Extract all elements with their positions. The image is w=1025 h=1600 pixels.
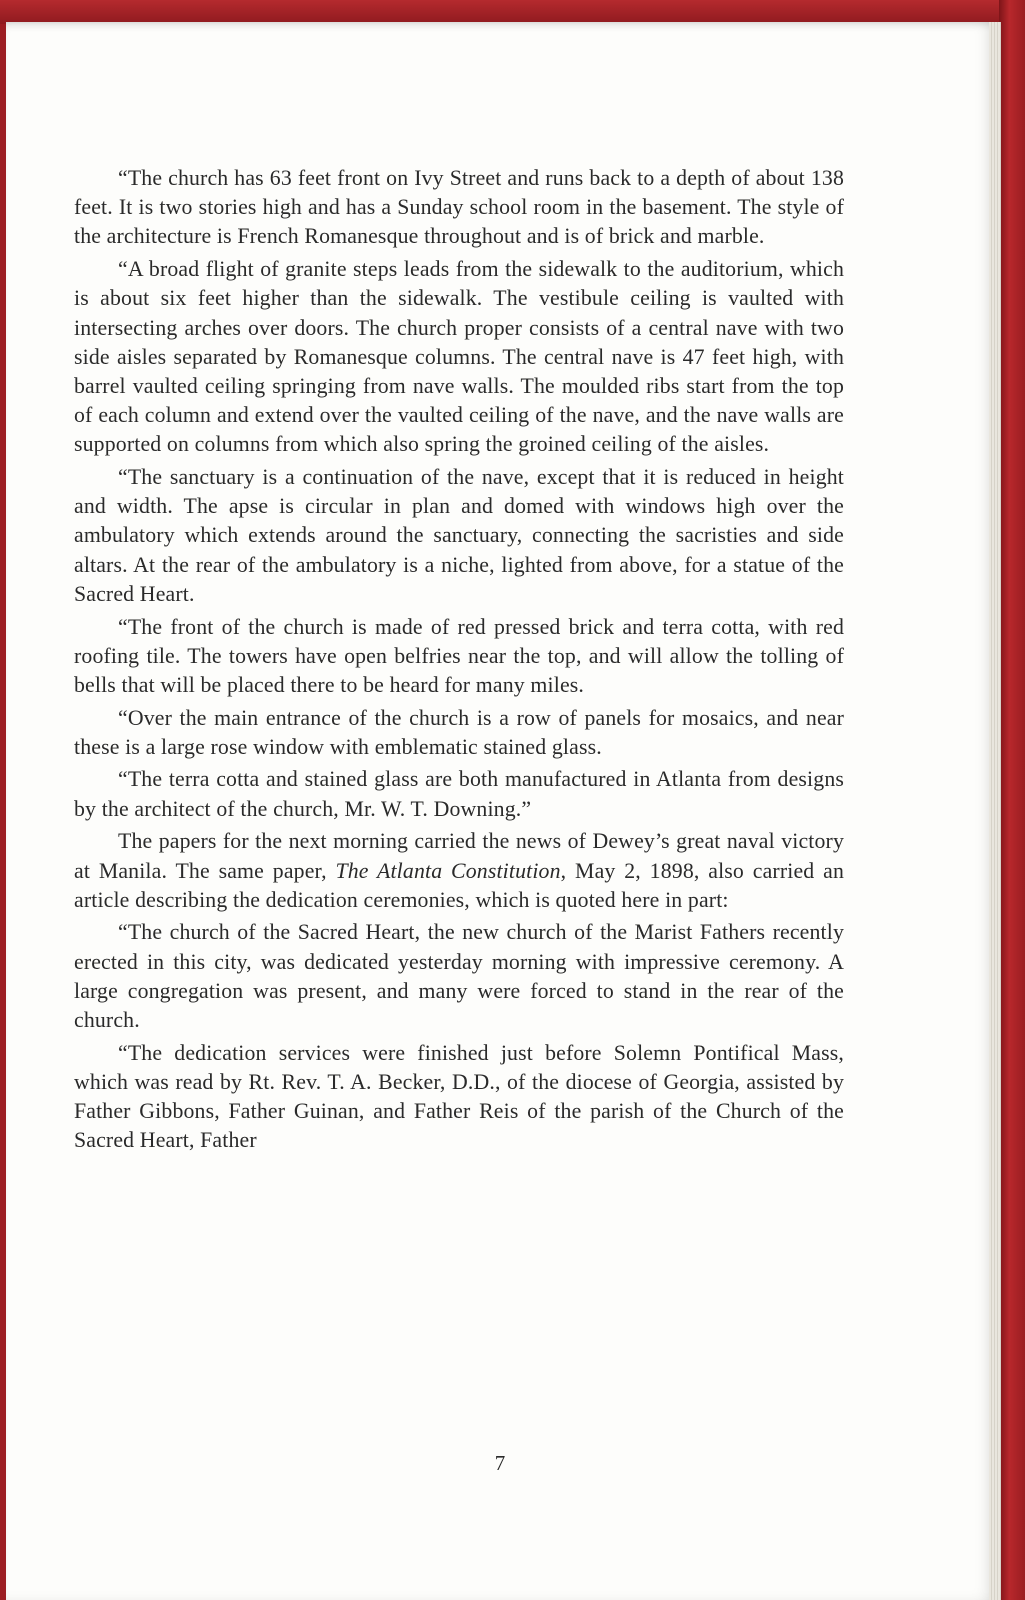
paragraph-terra-cotta: “The terra cotta and stained glass are both manufactured in Atlanta from designs by the architect of the church, Mr. W. T. Downing.”: [74, 767, 844, 821]
paragraph-sanctuary: “The sanctuary is a continuation of the nave, except that it is reduced in height and width. The apse is circular in plan and domed with windows high over the ambulatory which extends around the sanctuary, connecting the sacristies and side altars. At the rear of the ambulatory is a niche, lighted from above, for a statue of the Sacred Heart.: [74, 465, 844, 606]
paragraph-church-dimensions: “The church has 63 feet front on Ivy Street and runs back to a depth of about 138 feet. It is two stories high and has a Sunday school room in the basement. The style of the architecture is French Romanesque throughout and is of brick and marble.: [74, 166, 844, 249]
news-text-before: The papers for the next morning carried the news of Dewey’s great naval victory at Manila. The same paper,: [74, 829, 844, 883]
paragraph-auditorium-nave: “A broad flight of granite steps leads from the sidewalk to the auditorium, which is about six feet higher than the sidewalk. The vestibule ceiling is vaulted with intersecting arches over doors. The church proper consists of a central nave with two side aisles separated by Romanesque columns. The central nave is 47 feet high, with barrel vaulted ceiling springing from nave walls. The moulded ribs start from the top of each column and extend over the vaulted ceiling of the nave, and the nave walls are supported on columns from which also spring the groined ceiling of the aisles.: [74, 257, 844, 457]
book-cover-right-edge: [999, 0, 1025, 1600]
page-body-text: [74, 164, 844, 1159]
paragraph-main-entrance: “Over the main entrance of the church is a row of panels for mosaics, and near these is a large rose window with emblematic stained glass.: [74, 705, 844, 759]
paragraph-church-front: “The front of the church is made of red pressed brick and terra cotta, with red roofing tile. The towers have open belfries near the top, and will allow the tolling of bells that will be placed there to be heard for many miles.: [74, 614, 844, 697]
paragraph-newspaper-report: [74, 827, 844, 915]
newspaper-title: The Atlanta Constitution: [335, 858, 561, 883]
paragraph-dedication: “The church of the Sacred Heart, the new church of the Marist Fathers recently erected in this city, was dedicated yesterday morning with impressive ceremony. A large congregation was present, and many were forced to stand in the rear of the church.: [74, 920, 844, 1033]
paragraph-pontifical-mass: “The dedication services were finished just before Solemn Pontifical Mass, which was read by Rt. Rev. T. A. Becker, D.D., of the diocese of Georgia, assisted by Father Gibbons, Father Guinan, and Father Reis of the parish of the Church of the Sacred Heart, Father: [74, 1040, 844, 1153]
book-cover-top-edge: [0, 0, 1025, 24]
page-stack-edge: [989, 22, 1001, 1600]
page-number: 7: [494, 1451, 506, 1475]
news-text-after: , May 2, 1898, also carried an article describing the dedication ceremonies, which is quoted here in part:: [74, 858, 844, 912]
